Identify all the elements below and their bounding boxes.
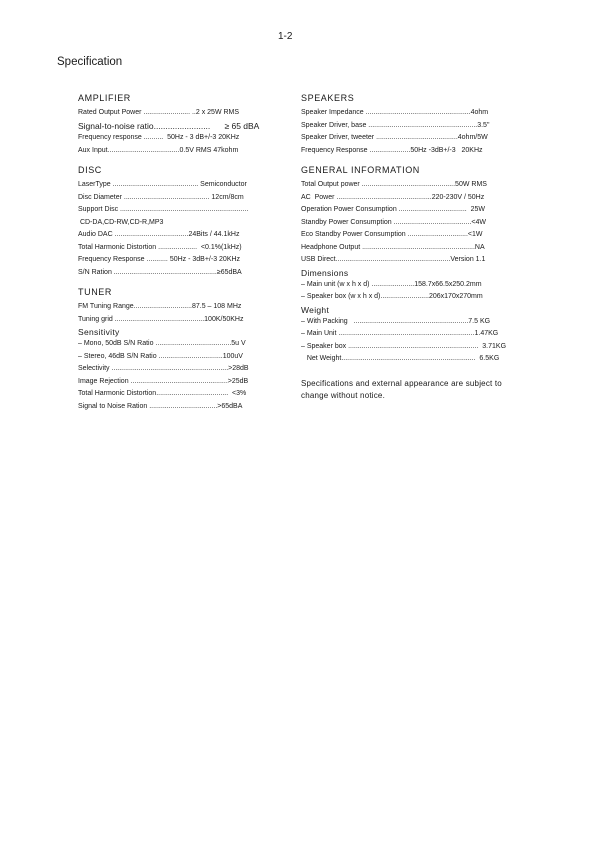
- spec-row: – Main unit (w x h x d) ......................158.7x66.5x250.2mm: [301, 280, 482, 288]
- section-heading-speakers: SPEAKERS: [301, 93, 355, 103]
- disclaimer-note: Specifications and external appearance are subject to change without notice.: [301, 378, 502, 400]
- subsection-heading-weight: Weight: [301, 304, 330, 315]
- spec-column-right: [301, 92, 509, 403]
- spec-row: Eco Standby Power Consumption ...............................<1W: [301, 231, 483, 238]
- spec-row: Total Output power ................................................50W RMS: [301, 181, 487, 188]
- spec-row: Standby Power Consumption ........................................<4W: [301, 218, 486, 226]
- spec-row: Net Weight..................................................................... 6.5KG: [301, 355, 500, 362]
- page-number: 1-2: [278, 31, 293, 42]
- spec-row: CD-DA,CD-RW,CD-R,MP3: [78, 218, 164, 226]
- spec-row: LaserType ............................................ Semiconductor: [78, 181, 247, 188]
- section-heading-amplifier: AMPLIFIER: [78, 93, 131, 103]
- spec-row: S/N Ration .....................................................≥65dBA: [78, 268, 242, 276]
- section-heading-disc: DISC: [78, 165, 102, 175]
- spec-row: Frequency Response ........... 50Hz - 3dB+/-3 20KHz: [78, 256, 241, 263]
- spec-row: Speaker Driver, tweeter ..........................................4ohm/5W: [301, 134, 488, 141]
- spec-row: Aux Input.....................................0.5V RMS 47kohm: [78, 146, 239, 154]
- page-title: Specification: [57, 56, 123, 68]
- spec-row: – Main Unit ......................................................................1.47KG: [301, 330, 499, 337]
- spec-row: USB Direct...........................................................Version 1.1: [301, 256, 486, 263]
- subsection-heading-sensitivity: Sensitivity: [78, 327, 120, 337]
- spec-row: Total Harmonic Distortion .................... <0.1%(1kHz): [78, 243, 242, 251]
- spec-row: Disc Diameter ............................................ 12cm/8cm: [78, 193, 244, 201]
- spec-row: Support Disc ..................................................................: [78, 206, 249, 213]
- spec-row: – Stereo, 46dB S/N Ratio .................................100uV: [78, 352, 243, 360]
- spec-row: Tuning grid ..............................................100K/50KHz: [78, 315, 244, 323]
- spec-row: FM Tuning Range..............................87.5 – 108 MHz: [78, 303, 242, 310]
- subsection-heading-dimensions: Dimensions: [301, 267, 349, 278]
- spec-row: – Speaker box ................................................................... 3.71KG: [301, 342, 507, 350]
- spec-row: Audio DAC ......................................24Bits / 44.1kHz: [78, 231, 240, 238]
- spec-row: Headphone Output ..........................................................NA: [301, 243, 485, 251]
- spec-row: Speaker Driver, base ........................................................3.5": [301, 121, 490, 129]
- spec-row: Operation Power Consumption ................................... 25W: [301, 206, 486, 213]
- spec-column-left: [78, 92, 268, 413]
- spec-row: Selectivity ............................................................>28dB: [78, 365, 249, 372]
- spec-row: Frequency Response .....................50Hz -3dB+/-3 20KHz: [301, 146, 483, 154]
- section-heading-general-information: GENERAL INFORMATION: [301, 165, 420, 175]
- spec-row: Rated Output Power ........................ ..2 x 25W RMS: [78, 109, 240, 116]
- spec-row: Frequency response .......... 50Hz - 3 dB+/-3 20KHz: [78, 134, 240, 141]
- spec-row: Image Rejection ..................................................>25dB: [78, 377, 249, 385]
- spec-row: Signal to Noise Ration ...................................>65dBA: [78, 402, 243, 410]
- spec-row: Speaker Impedance ......................................................4ohm: [301, 109, 489, 116]
- spec-row: Signal-to-noise ratio........................ ≥ 65 dBA: [78, 120, 260, 131]
- spec-row: – Mono, 50dB S/N Ratio .......................................5u V: [78, 340, 246, 347]
- spec-row: Total Harmonic Distortion..................................... <3%: [78, 390, 247, 397]
- spec-row: AC Power .................................................220-230V / 50Hz: [301, 193, 485, 201]
- section-heading-tuner: TUNER: [78, 287, 112, 297]
- spec-row: – Speaker box (w x h x d).........................206x170x270mm: [301, 293, 483, 300]
- spec-row: – With Packing ...........................................................7.5 KG: [301, 317, 491, 325]
